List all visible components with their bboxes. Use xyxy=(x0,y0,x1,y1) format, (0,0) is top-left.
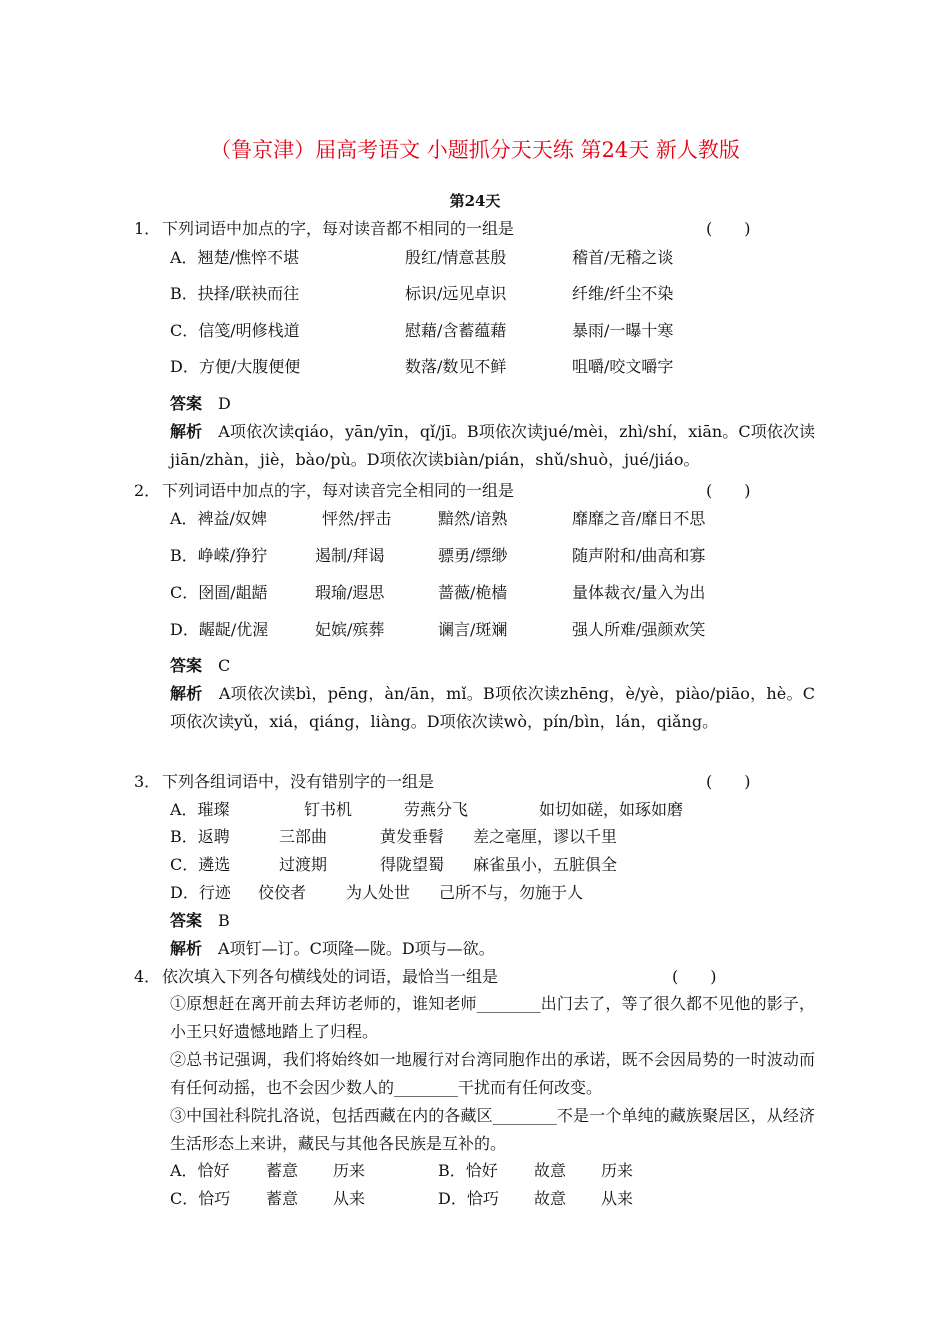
q2-answer: C xyxy=(218,656,231,675)
q3-d-1: D．行迹 xyxy=(170,883,231,902)
q1-d-1: D．方便/大腹便便 xyxy=(170,357,301,376)
q3-b-1: B．返聘 xyxy=(170,827,230,846)
q3-d-3: 为人处世 xyxy=(346,883,411,902)
document-title: （鲁京津）届高考语文 小题抓分天天练 第24天 新人教版 xyxy=(210,138,740,162)
q3-a-2: 钉书机 xyxy=(304,800,353,819)
q4-number: 4． xyxy=(134,967,161,986)
q3-answer-label: 答案 xyxy=(170,911,203,930)
q3-c-4: 麻雀虽小，五脏俱全 xyxy=(473,855,618,874)
q1-analysis: 解析 A项依次读qiáo，yān/yīn，qǐ/jī。B项依次读jué/mèi，zhì/shí，xiān。C项依次读jiān/zhàn，jiè，bào/pù。D项依次读biàn/pián，shǔ/shuò，jué/jiáo。 xyxy=(170,422,815,469)
q3-paren: ( ) xyxy=(706,772,751,791)
q1-c-3: 暴雨/一曝十寒 xyxy=(572,321,674,340)
q4-sentence-2: ②总书记强调，我们将始终如一地履行对台湾同胞作出的承诺，既不会因局势的一时波动而有任何动摇，也不会因少数人的________干扰而有任何改变。 xyxy=(170,1050,815,1097)
q1-paren: ( ) xyxy=(706,219,751,238)
q4-a-1: A．恰好 xyxy=(170,1161,230,1180)
q3-stem: 下列各组词语中，没有错别字的一组是 xyxy=(162,772,435,791)
q2-c-4: 量体裁衣/量入为出 xyxy=(572,583,706,602)
q3-c-1: C．遴选 xyxy=(170,855,231,874)
q4-a-3: 历来 xyxy=(333,1161,366,1180)
q1-c-2: 慰藉/含蓄蕴藉 xyxy=(405,321,507,340)
q2-b-1: B．峥嵘/狰狞 xyxy=(170,546,268,565)
q1-b-2: 标识/远见卓识 xyxy=(405,284,507,303)
q2-b-3: 骠勇/缥缈 xyxy=(438,546,508,565)
q1-number: 1． xyxy=(134,219,161,238)
q4-d-2: 故意 xyxy=(534,1189,567,1208)
q2-number: 2． xyxy=(134,481,161,500)
q3-c-3: 得陇望蜀 xyxy=(380,855,445,874)
q2-b-4: 随声附和/曲高和寡 xyxy=(572,546,706,565)
q3-b-4: 差之毫厘，谬以千里 xyxy=(473,827,618,846)
q4-d-1: D．恰巧 xyxy=(438,1189,499,1208)
q4-d-3: 从来 xyxy=(601,1189,634,1208)
q4-paren: ( ) xyxy=(672,967,717,986)
q4-a-2: 蓄意 xyxy=(266,1161,299,1180)
q3-number: 3． xyxy=(134,772,161,791)
q2-analysis: 解析 A项依次读bì，pēng，àn/ān，mǐ。B项依次读zhēng，è/yè，piào/piāo，hè。C项依次读yǔ，xiá，qiáng，liàng。D项依次读wò，pín/bìn，lán，qiǎng。 xyxy=(170,684,815,731)
q2-d-1: D．龌龊/优渥 xyxy=(170,620,269,639)
q3-answer: B xyxy=(218,911,230,930)
q2-answer-label: 答案 xyxy=(170,656,203,675)
q1-stem: 下列词语中加点的字，每对读音都不相同的一组是 xyxy=(162,219,515,238)
q1-a-3: 稽首/无稽之谈 xyxy=(572,248,674,267)
q3-d-4: 己所不与，勿施于人 xyxy=(439,883,584,902)
q4-b-3: 历来 xyxy=(601,1161,634,1180)
q2-d-3: 谰言/斑斓 xyxy=(438,620,508,639)
q2-c-3: 蔷薇/桅樯 xyxy=(438,583,508,602)
q2-a-4: 靡靡之音/靡日不思 xyxy=(572,509,706,528)
q2-b-2: 遏制/拜谒 xyxy=(315,546,385,565)
q3-b-2: 三部曲 xyxy=(279,827,328,846)
q3-b-3: 黄发垂髫 xyxy=(380,827,445,846)
q1-b-3: 纤维/纤尘不染 xyxy=(572,284,674,303)
q3-c-2: 过渡期 xyxy=(279,855,328,874)
q1-d-3: 咀嚼/咬文嚼字 xyxy=(572,357,674,376)
q1-b-1: B．抉择/联袂而往 xyxy=(170,284,300,303)
q1-a-1: A．翘楚/憔悴不堪 xyxy=(170,248,299,267)
q4-b-1: B．恰好 xyxy=(438,1161,498,1180)
q1-a-2: 殷红/情意甚殷 xyxy=(405,248,507,267)
q2-d-4: 强人所难/强颜欢笑 xyxy=(572,620,706,639)
day-heading: 第24天 xyxy=(449,192,501,210)
q2-a-2: 怦然/抨击 xyxy=(322,509,392,528)
q4-b-2: 故意 xyxy=(534,1161,567,1180)
q3-a-1: A．璀璨 xyxy=(170,800,230,819)
q1-c-1: C．信笺/明修栈道 xyxy=(170,321,300,340)
q4-sentence-1: ①原想赶在离开前去拜访老师的，谁知老师________出门去了，等了很久都不见他的影子，小王只好遗憾地踏上了归程。 xyxy=(170,994,815,1041)
q1-answer-label: 答案 xyxy=(170,394,203,413)
q1-d-2: 数落/数见不鲜 xyxy=(405,357,507,376)
q2-a-1: A．裨益/奴婢 xyxy=(170,509,267,528)
q4-sentence-3: ③中国社科院扎洛说，包括西藏在内的各藏区________不是一个单纯的藏族聚居区，从经济生活形态上来讲，藏民与其他各民族是互补的。 xyxy=(170,1106,815,1153)
q2-a-3: 黯然/谙熟 xyxy=(438,509,508,528)
q2-d-2: 妃嫔/殡葬 xyxy=(315,620,385,639)
q3-a-4: 如切如磋，如琢如磨 xyxy=(539,800,684,819)
q2-stem: 下列词语中加点的字，每对读音完全相同的一组是 xyxy=(162,481,515,500)
q1-answer: D xyxy=(218,394,231,413)
q2-paren: ( ) xyxy=(706,481,751,500)
q4-c-2: 蓄意 xyxy=(266,1189,299,1208)
q4-c-3: 从来 xyxy=(333,1189,366,1208)
q3-a-3: 劳燕分飞 xyxy=(404,800,469,819)
q4-stem: 依次填入下列各句横线处的词语，最恰当一组是 xyxy=(162,967,499,986)
q4-c-1: C．恰巧 xyxy=(170,1189,231,1208)
q3-d-2: 佼佼者 xyxy=(258,883,307,902)
q2-c-2: 瑕瑜/遐思 xyxy=(315,583,385,602)
q2-c-1: C．囹圄/龃龉 xyxy=(170,583,268,602)
q3-analysis: 解析 A项钉—订。C项隆—陇。D项与—欲。 xyxy=(170,939,495,958)
